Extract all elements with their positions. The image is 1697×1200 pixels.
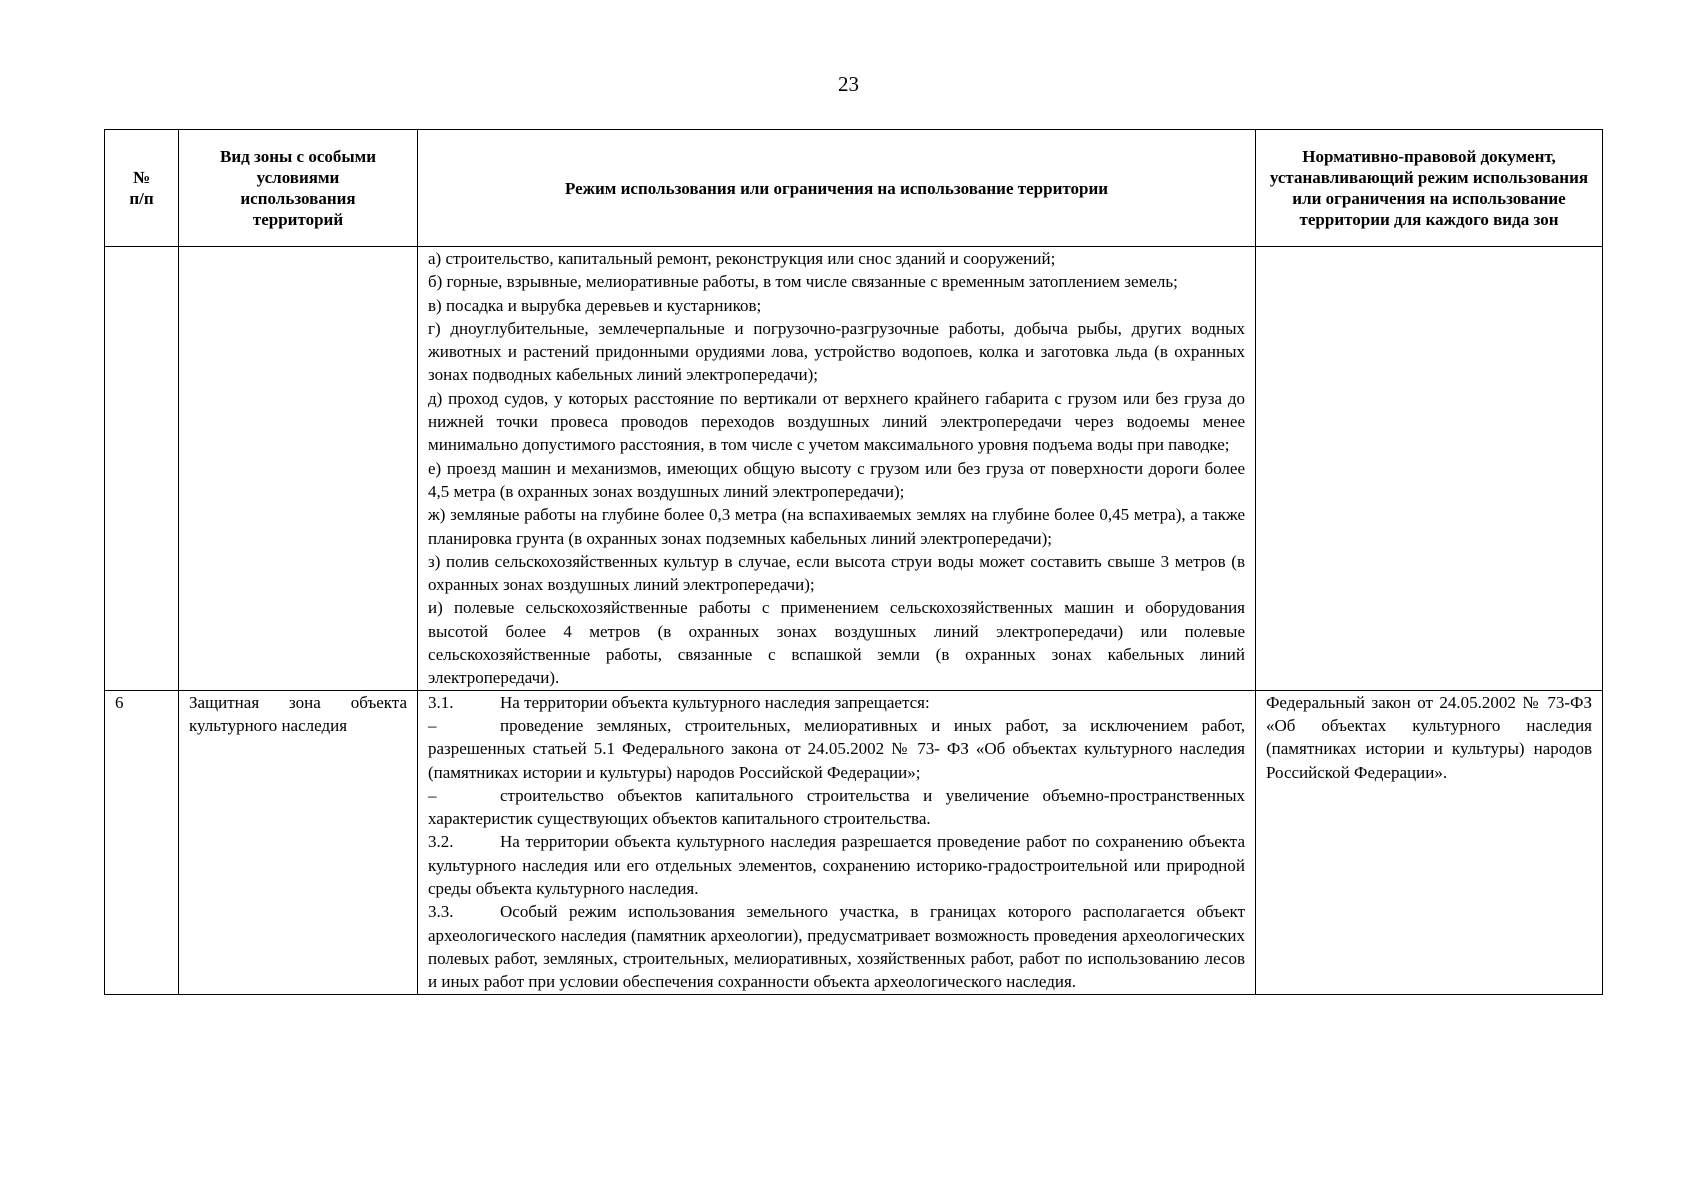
zones-table (104, 129, 1603, 995)
restriction-item: з) полив сельскохозяйственных культур в случае, если высота струи воды может составить свыше 3 метров (в охранных зонах воздушных линий электропередачи); (428, 551, 1245, 595)
cell-law: Федеральный закон от 24.05.2002 № 73-ФЗ «Об объектах культурного наследия (памятниках истории и культуры) народов Российской Федерации». (1256, 690, 1603, 994)
header-law: Нормативно-правовой документ, устанавливающий режим использования или ограничения на использование территории для каждого вида зон (1256, 130, 1603, 247)
restriction-item: е) проезд машин и механизмов, имеющих общую высоту с грузом или без груза от поверхности дороги более 4,5 метра (в охранных зонах воздушных линий электропередачи); (428, 458, 1245, 501)
regime-item (428, 784, 1245, 831)
regime-item-mark: 3.1. (428, 692, 454, 712)
header-num-label: п/п (129, 189, 154, 208)
cell-zone-type: Защитная зона объекта культурного наследия (179, 690, 418, 994)
table-header-row (105, 130, 1603, 247)
regime-item (428, 691, 1245, 714)
regime-item-text: На территории объекта культурного наследия разрешается проведение работ по сохранению объекта культурного наследия или его отдельных элементов, сохранению историко-градостроительной или природной среды объекта культурного наследия. (428, 832, 1245, 899)
cell-regime-continued (418, 247, 1256, 691)
regime-item (428, 714, 1245, 784)
regime-item-mark: – (428, 785, 437, 805)
header-num (105, 130, 179, 247)
regime-item-text: Особый режим использования земельного участка, в границах которого располагается объект археологического наследия (памятник археологии), предусматривает возможность проведения археологических полевых работ, земляных, строительных, мелиоративных, хозяйственных работ, работ по использованию лесов и иных работ при условии обеспечения сохранности объекта археологического наследия. (428, 902, 1245, 992)
restriction-item: б) горные, взрывные, мелиоративные работы, в том числе связанные с временным затоплением земель; (428, 272, 1178, 292)
regime-item-text: На территории объекта культурного наследия запрещается: (500, 692, 930, 712)
restriction-item: д) проход судов, у которых расстояние по вертикали от верхнего крайнего габарита с грузом или без груза до нижней точки провеса проводов переходов воздушных линий электропередачи через водоемы менее минимально допустимого расстояния, в том числе с учетом максимального уровня подъема воды при паводке; (428, 388, 1245, 455)
cell-law-empty (1256, 247, 1603, 691)
regime-item-mark: 3.2. (428, 832, 454, 852)
header-regime: Режим использования или ограничения на использование территории (418, 130, 1256, 247)
page-number: 23 (838, 72, 859, 96)
restriction-item: а) строительство, капитальный ремонт, реконструкция или снос зданий и сооружений; (428, 249, 1056, 268)
regime-item-mark: – (428, 715, 437, 735)
restriction-item: г) дноуглубительные, землечерпальные и погрузочно-разгрузочные работы, добыча рыбы, других водных животных и растений придонными орудиями лова, устройство водопоев, колка и заготовка льда (в охранных зонах подводных кабельных линий электропередачи); (428, 318, 1245, 385)
regime-item-mark: 3.3. (428, 902, 454, 922)
cell-regime (418, 690, 1256, 994)
cell-zone-empty (179, 247, 418, 691)
table-row-continued (105, 247, 1603, 691)
header-zone-type: Вид зоны с особыми условиями использования территорий (179, 130, 418, 247)
restriction-item: и) полевые сельскохозяйственные работы с применением сельскохозяйственных машин и оборудования высотой более 4 метров (в охранных зонах воздушных линий электропередачи) или полевые сельскохозяйственные работы, связанные с вспашкой земли (в охранных зонах кабельных линий электропередачи). (428, 598, 1245, 688)
table-row-6 (105, 690, 1603, 994)
restriction-item: в) посадка и вырубка деревьев и кустарников; (428, 295, 762, 315)
cell-num-empty (105, 247, 179, 691)
regime-item-text: проведение земляных, строительных, мелиоративных и иных работ, за исключением работ, разрешенных статьей 5.1 Федерального закона от 24.05.2002 № 73- ФЗ «Об объектах культурного наследия (памятниках истории и культуры) народов Российской Федерации»; (428, 715, 1245, 782)
cell-row-number: 6 (105, 690, 179, 994)
header-num-symbol: № (132, 168, 151, 187)
restriction-item: ж) земляные работы на глубине более 0,3 метра (на вспахиваемых землях на глубине более 0,45 метра), а также планировка грунта (в охранных зонах подземных кабельных линий электропередачи); (428, 505, 1245, 548)
regime-item (428, 900, 1245, 993)
regime-item-text: строительство объектов капитального строительства и увеличение объемно-пространственных характеристик существующих объектов капитального строительства. (428, 785, 1245, 829)
regime-item (428, 830, 1245, 900)
